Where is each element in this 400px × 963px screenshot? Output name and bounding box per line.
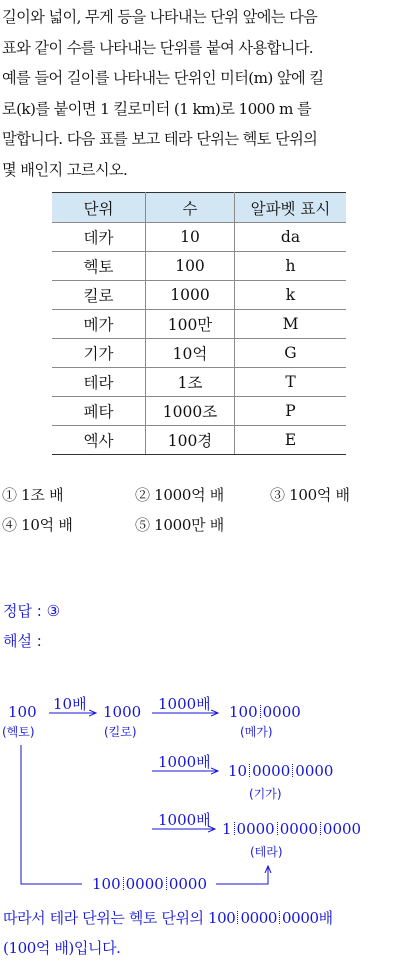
cell-unit: 페타 [52, 397, 146, 426]
value-mega: 100 0000 [229, 703, 301, 721]
label-mega: (메가) [240, 725, 273, 739]
cell-number: 10억 [146, 339, 235, 368]
cell-number: 100만 [146, 310, 235, 339]
choice-1[interactable]: ① 1조 배 [2, 486, 64, 504]
question-text [2, 2, 398, 185]
value-tera: 1 0000 0000 0000 [222, 820, 362, 838]
header-unit: 단위 [52, 193, 146, 223]
cell-unit: 헥토 [52, 252, 146, 281]
table-row [52, 339, 346, 368]
cell-symbol: k [235, 281, 347, 310]
table-row [52, 426, 346, 455]
value-ratio: 100 0000 0000 [92, 875, 208, 893]
arrow-label-mega: 1000배 [158, 695, 211, 713]
bottom-connector-return [216, 866, 268, 884]
choice-5[interactable]: ⑤ 1000만 배 [135, 516, 224, 534]
question-line: 예를 들어 길이를 나타내는 단위인 미터(m) 앞에 킬 [2, 69, 324, 87]
value-giga: 10 0000 0000 [228, 762, 334, 780]
solution-diagram [0, 685, 400, 905]
conclusion-line-2: (100억 배)입니다. [3, 939, 121, 957]
cell-number: 1조 [146, 368, 235, 397]
header-number: 수 [146, 193, 235, 223]
table-row [52, 397, 346, 426]
cell-unit: 테라 [52, 368, 146, 397]
label-hecto: (헥토) [2, 725, 35, 739]
explanation-label: 해설 : [3, 632, 42, 650]
cell-unit: 엑사 [52, 426, 146, 455]
diagram-arrows [0, 685, 400, 905]
choice-3[interactable]: ③ 100억 배 [270, 486, 350, 504]
answer-label: 정답 : ③ [3, 602, 61, 620]
arrow-label-10x: 10배 [53, 695, 87, 713]
cell-number: 100 [146, 252, 235, 281]
cell-symbol: da [235, 223, 347, 252]
label-kilo: (킬로) [104, 725, 137, 739]
cell-unit: 기가 [52, 339, 146, 368]
cell-symbol: T [235, 368, 347, 397]
table-row [52, 223, 346, 252]
value-hecto: 100 [8, 703, 37, 721]
choice-4[interactable]: ④ 10억 배 [2, 516, 73, 534]
question-line: 표와 같이 수를 나타내는 단위를 붙여 사용합니다. [2, 38, 314, 57]
cell-unit: 킬로 [52, 281, 146, 310]
cell-symbol: G [235, 339, 347, 368]
table-row [52, 310, 346, 339]
arrow-label-tera: 1000배 [158, 811, 211, 829]
unit-table [52, 192, 346, 455]
conclusion-line-1: 따라서 테라 단위는 헥토 단위의 100 0000 0000배 [3, 909, 333, 927]
cell-symbol: h [235, 252, 347, 281]
table-row [52, 252, 346, 281]
conclusion-text [3, 903, 399, 963]
question-line: 로(k)를 붙이면 1 킬로미터 (1 km)로 1000 m 를 [2, 99, 312, 118]
table-row [52, 281, 346, 310]
cell-number: 1000 [146, 281, 235, 310]
label-giga: (기가) [249, 787, 282, 801]
question-line: 몇 배인지 고르시오. [2, 160, 128, 179]
choice-2[interactable]: ② 1000억 배 [135, 486, 224, 504]
question-line: 말합니다. 다음 표를 보고 테라 단위는 헥토 단위의 [2, 130, 318, 148]
label-tera: (테라) [250, 845, 283, 859]
cell-unit: 데카 [52, 223, 146, 252]
table-row [52, 368, 346, 397]
bottom-connector [21, 745, 82, 884]
header-symbol: 알파벳 표시 [235, 193, 347, 223]
table-header-row [52, 193, 346, 223]
cell-number: 100경 [146, 426, 235, 455]
cell-symbol: P [235, 397, 347, 426]
cell-symbol: E [235, 426, 347, 455]
question-line: 길이와 넓이, 무게 등을 나타내는 단위 앞에는 다음 [2, 8, 318, 26]
cell-symbol: M [235, 310, 347, 339]
arrow-label-giga: 1000배 [158, 753, 211, 771]
value-kilo: 1000 [103, 703, 142, 721]
cell-number: 1000조 [146, 397, 235, 426]
cell-number: 10 [146, 223, 235, 252]
cell-unit: 메가 [52, 310, 146, 339]
